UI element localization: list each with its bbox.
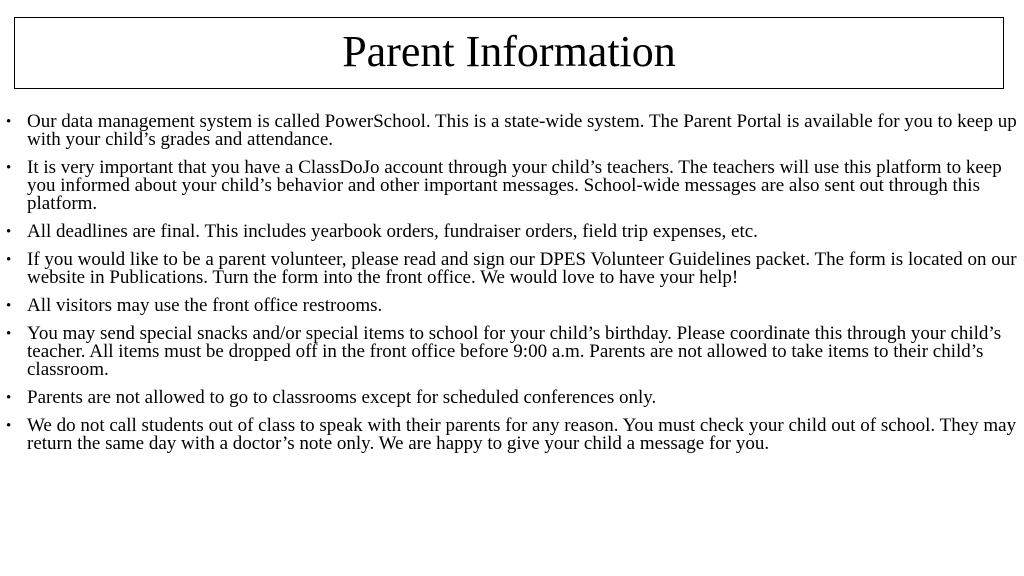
bullet-text: Parents are not allowed to go to classrooms except for scheduled conferences only. [27,387,657,408]
bullet-text-after: . We are happy to give your child a message for you. [369,433,770,454]
bullet-item [6,113,1018,149]
bullet-item [6,159,1018,213]
slide-title: Parent Information [342,27,676,76]
bullet-text: If you would like to be a parent volunteer, please read and sign our DPES Volunteer Guidelines packet. The form is located on our website in Publications. Turn the form into the front office. We would love to have your help! [27,249,1017,288]
bullet-text: All deadlines are final. This includes yearbook orders, fundraiser orders, field trip expenses, etc. [27,221,758,242]
bullet-text: Our data management system is called PowerSchool. This is a state-wide system. The Parent Portal is available for you to keep up with your child’s grades and attendance. [27,111,1017,150]
bullet-item [6,251,1018,287]
bullet-text: It is very important that you have a ClassDoJo account through your child’s teachers. The teachers will use this platform to keep you informed about your child’s behavior and other important messages. School-wide messages are also sent out through this platform. [27,157,1002,214]
bullet-text: You may send special snacks and/or special items to school for your child’s birthday. Please coordinate this through your child’s teacher. All items must be dropped off in the front office before 9:00 a.m. Parents are not allowed to take items to their child’s classroom. [27,323,1002,380]
bullet-emphasis: doctor’s note only [232,433,370,454]
bullet-item [6,223,1018,241]
bullet-text: All visitors may use the front office restrooms. [27,295,383,316]
bullet-item [6,389,1018,407]
bullet-dot-icon: • [6,114,12,130]
bullet-dot-icon: • [6,252,12,268]
bullet-list [6,113,1018,463]
bullet-dot-icon: • [6,224,12,240]
bullet-item [6,325,1018,379]
bullet-dot-icon: • [6,390,12,406]
title-box [14,17,1004,89]
bullet-dot-icon: • [6,418,12,434]
bullet-dot-icon: • [6,326,12,342]
bullet-dot-icon: • [6,160,12,176]
bullet-dot-icon: • [6,298,12,314]
bullet-text-before: We do not call students out of class to speak with their parents for any reason. You must check your child out of school. They may return the same day with a [27,415,1017,454]
bullet-item [6,297,1018,315]
bullet-item [6,417,1018,453]
